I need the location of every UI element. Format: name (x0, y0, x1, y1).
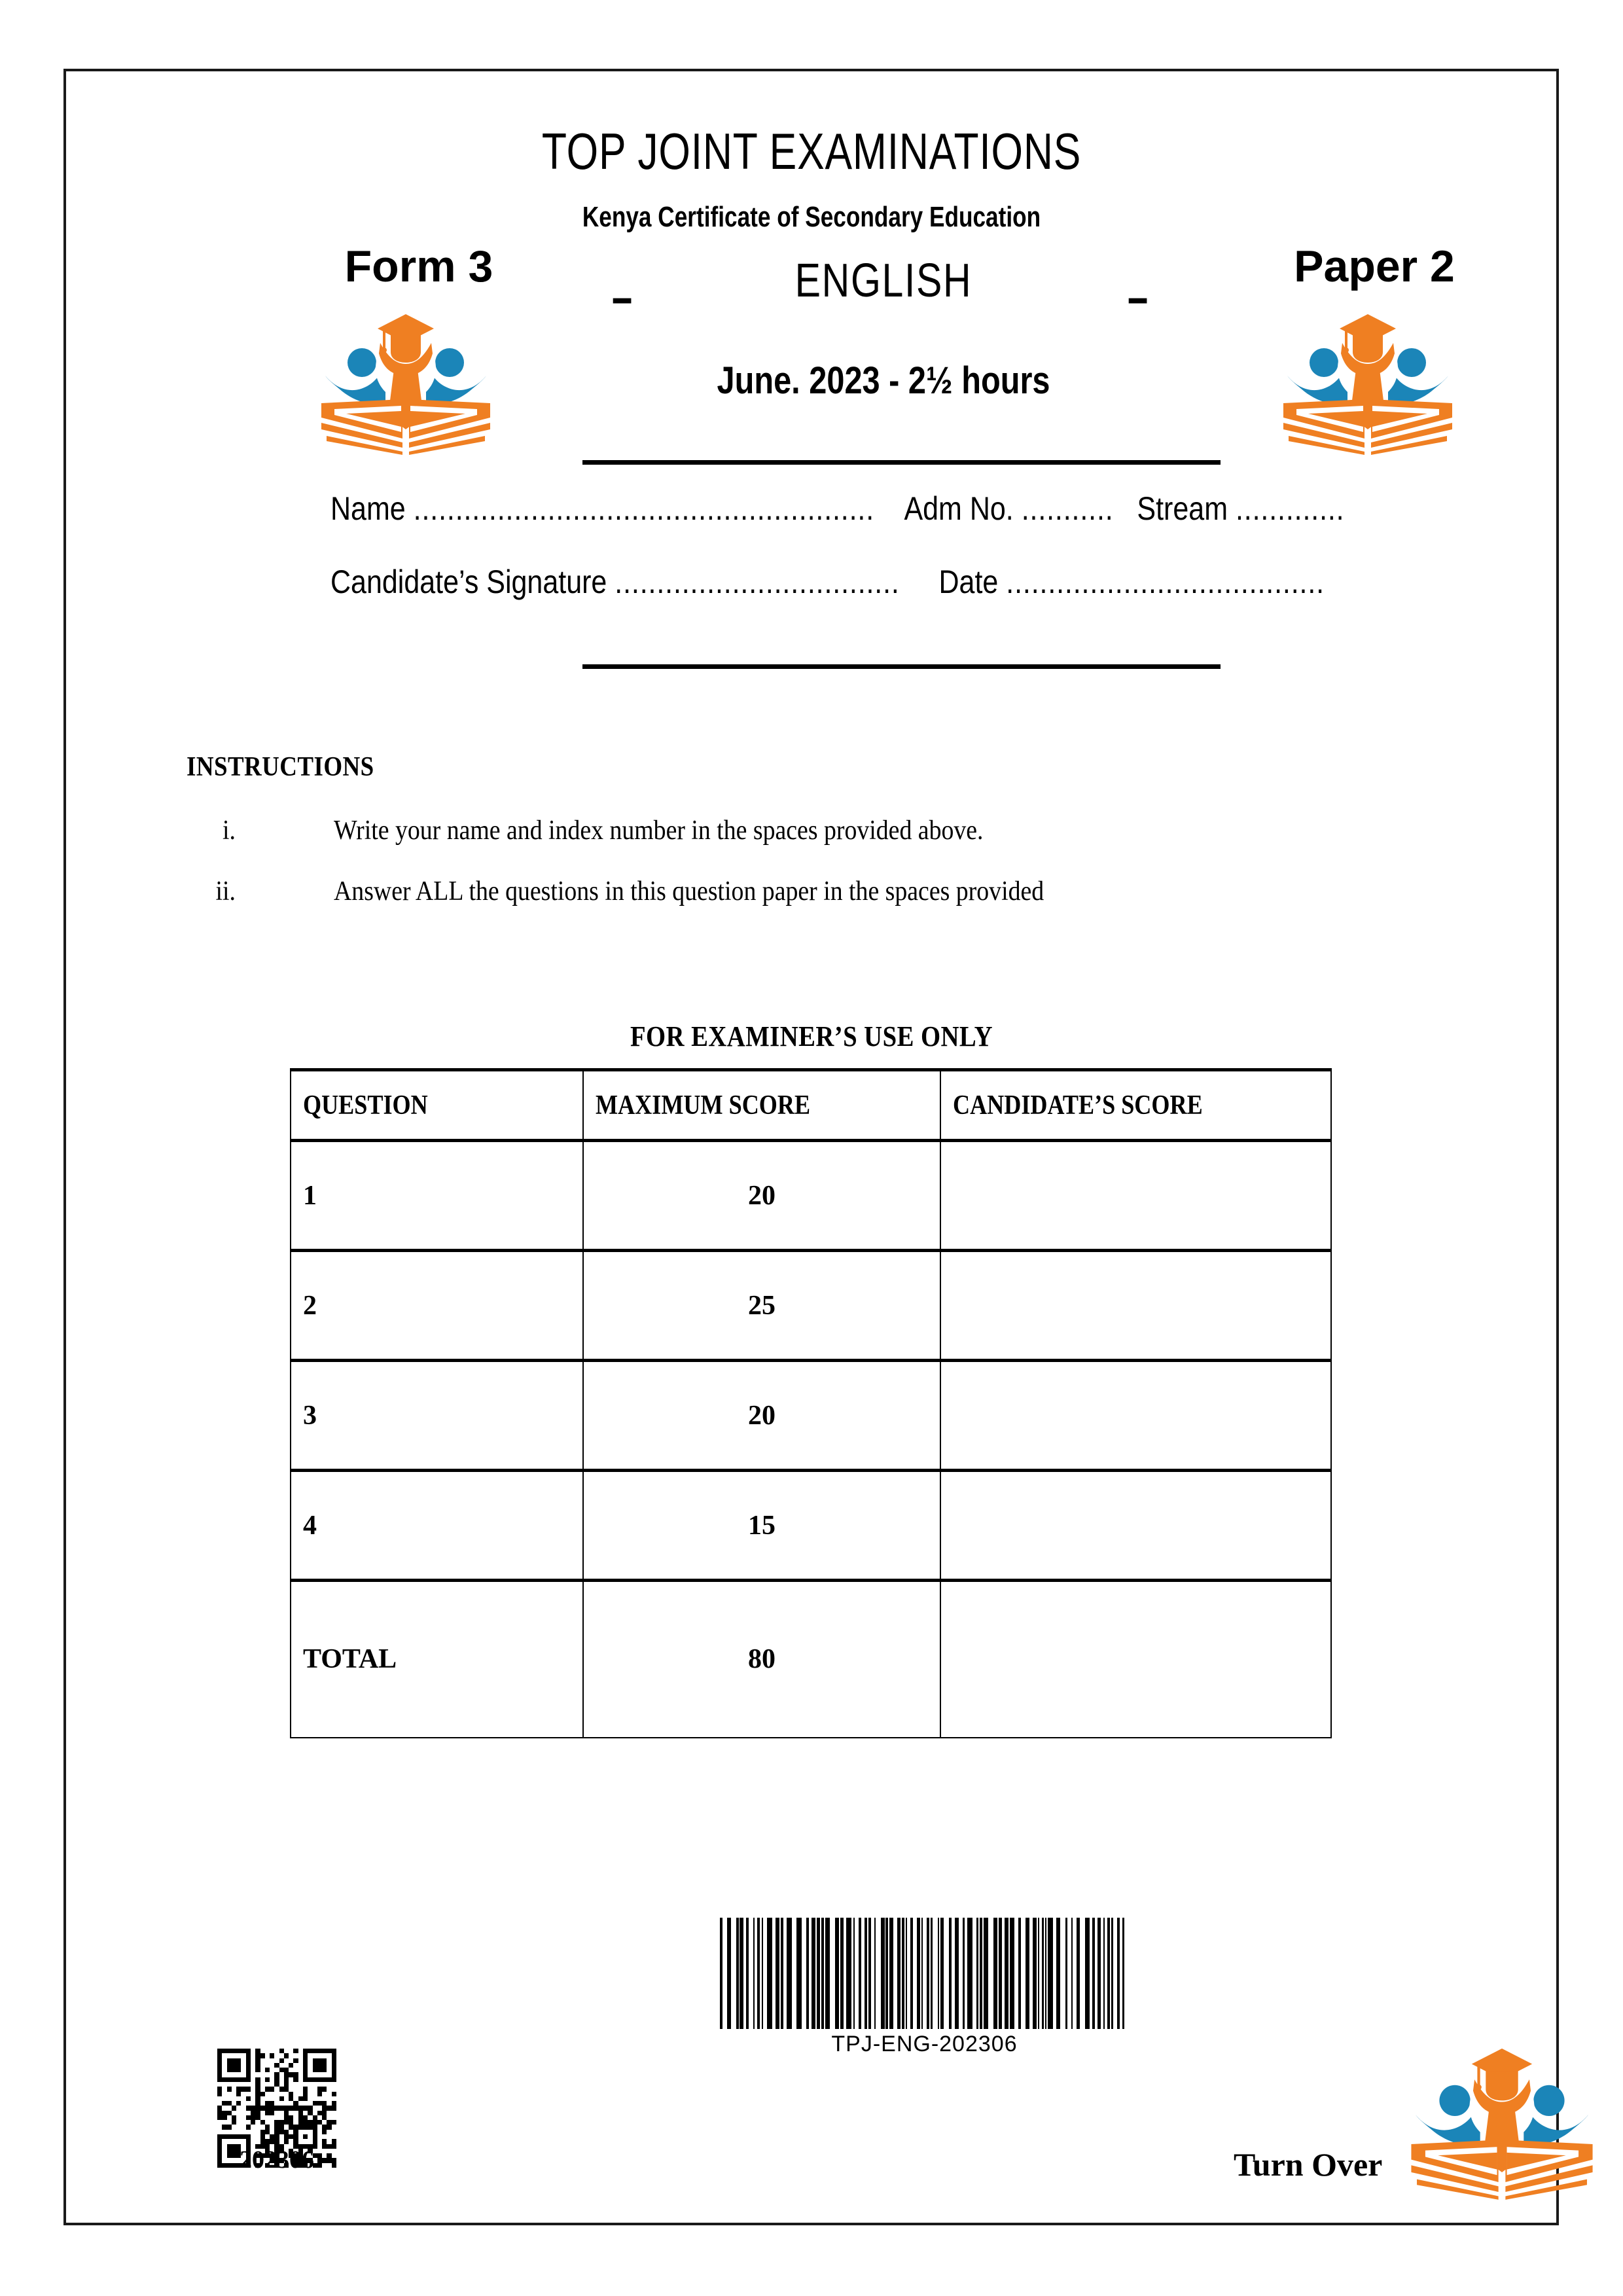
table-row (291, 1361, 1331, 1471)
top-joint-examinations-logo (317, 308, 494, 455)
stream-label: Stream (1137, 490, 1228, 527)
adm-no-label: Adm No. (904, 490, 1014, 527)
form-label: Form 3 (344, 242, 493, 291)
signature-input-line[interactable]: .................................. (615, 564, 900, 600)
instruction-text: Answer ALL the questions in this question paper in the spaces provided (334, 876, 1044, 906)
cell-maximum-score: 20 (583, 1361, 940, 1471)
instruction-marker: ii. (215, 876, 236, 906)
qr-code-label: 202306 (240, 2146, 314, 2174)
examiner-table-caption: FOR EXAMINER’S USE ONLY (630, 1020, 993, 1052)
signature-label: Candidate’s Signature (330, 564, 607, 600)
adm-no-input-line[interactable]: ........... (1021, 490, 1114, 527)
qr-code (217, 2049, 336, 2174)
cell-question-total: TOTAL (291, 1581, 583, 1738)
cell-maximum-score-total: 80 (583, 1581, 940, 1738)
cell-question: 4 (291, 1471, 583, 1581)
examiner-score-table (290, 1068, 1332, 1738)
top-joint-examinations-logo (1407, 2039, 1597, 2202)
cell-candidate-score-total[interactable] (940, 1581, 1331, 1738)
table-row-total (291, 1581, 1331, 1738)
cell-candidate-score[interactable] (940, 1361, 1331, 1471)
subject-label: ENGLISH (794, 255, 972, 307)
instructions-heading: INSTRUCTIONS (187, 752, 374, 782)
date-label: Date (938, 564, 999, 600)
dash-separator-left: – (612, 268, 633, 326)
header-rule-bottom (582, 664, 1221, 669)
header-rule-top (582, 460, 1221, 465)
column-header-question: QUESTION (291, 1070, 583, 1141)
cell-maximum-score: 20 (583, 1141, 940, 1251)
cell-question: 3 (291, 1361, 583, 1471)
column-header-candidate-score: CANDIDATE’S SCORE (940, 1070, 1331, 1141)
barcode (710, 1918, 1139, 2057)
turn-over-label: Turn Over (1234, 2146, 1383, 2183)
barcode-bars (710, 1918, 1139, 2029)
top-joint-examinations-logo (1279, 308, 1456, 455)
table-row (291, 1471, 1331, 1581)
cell-candidate-score[interactable] (940, 1251, 1331, 1361)
identity-row-signature (330, 563, 1325, 601)
date-duration-label: June. 2023 - 2½ hours (717, 359, 1050, 402)
barcode-label: TPJ-ENG-202306 (831, 2032, 1018, 2056)
name-label: Name (330, 490, 406, 527)
dash-separator-right: – (1128, 268, 1149, 326)
cell-maximum-score: 25 (583, 1251, 940, 1361)
cell-candidate-score[interactable] (940, 1141, 1331, 1251)
date-input-line[interactable]: ...................................... (1006, 564, 1325, 600)
column-header-maximum-score: MAXIMUM SCORE (583, 1070, 940, 1141)
name-input-line[interactable]: ....................................................... (413, 490, 875, 527)
page-subtitle: Kenya Certificate of Secondary Education (582, 201, 1041, 233)
cell-question: 1 (291, 1141, 583, 1251)
cell-maximum-score: 15 (583, 1471, 940, 1581)
stream-input-line[interactable]: ............. (1236, 490, 1345, 527)
cell-candidate-score[interactable] (940, 1471, 1331, 1581)
table-row (291, 1141, 1331, 1251)
identity-row-name (330, 490, 1344, 528)
page-title: TOP JOINT EXAMINATIONS (541, 122, 1082, 180)
paper-label: Paper 2 (1294, 242, 1455, 291)
table-header-row (291, 1070, 1331, 1141)
instruction-text: Write your name and index number in the spaces provided above. (334, 816, 984, 846)
instruction-marker: i. (223, 816, 236, 846)
cell-question: 2 (291, 1251, 583, 1361)
table-row (291, 1251, 1331, 1361)
